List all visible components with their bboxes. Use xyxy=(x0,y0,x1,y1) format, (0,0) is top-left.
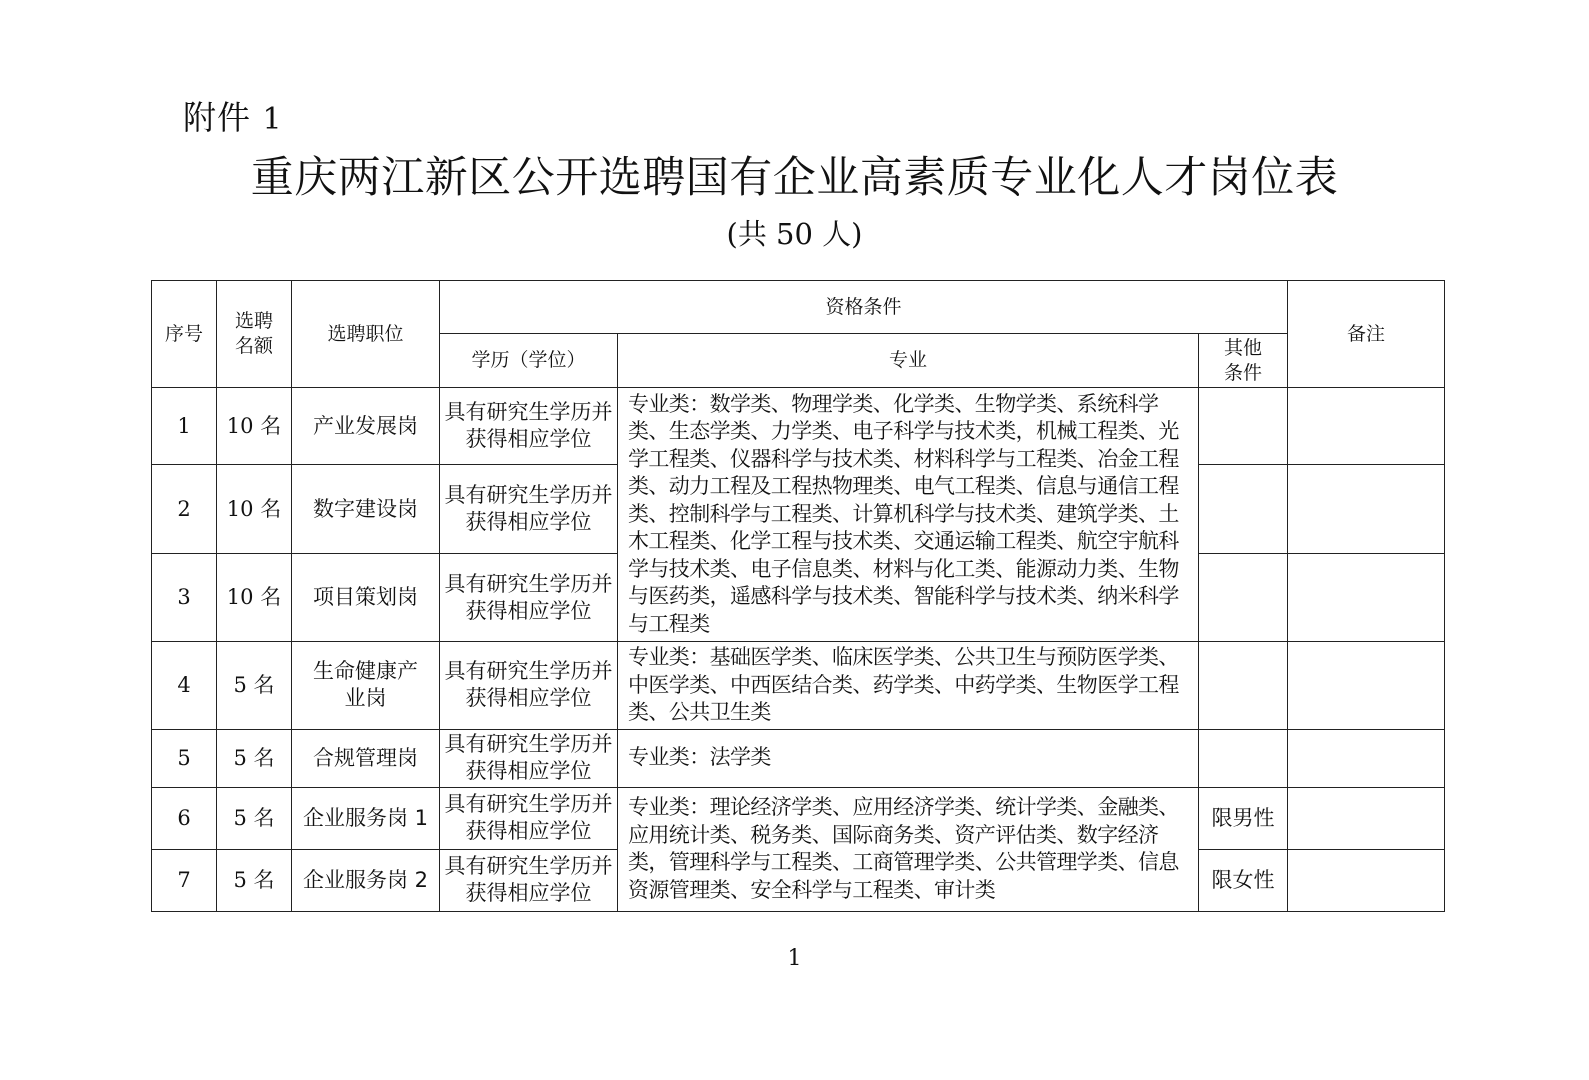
row-remarks xyxy=(1288,642,1445,730)
header-education: 学历（学位） xyxy=(440,334,618,388)
table-row xyxy=(152,388,1445,465)
attachment-text: 附件 xyxy=(183,98,251,137)
row-quota: 5 名 xyxy=(217,787,292,849)
row-education: 具有研究生学历并获得相应学位 xyxy=(440,465,618,554)
row-position: 企业服务岗 1 xyxy=(292,787,440,849)
row-position: 项目策划岗 xyxy=(292,554,440,642)
row-other xyxy=(1199,465,1288,554)
row-seq: 5 xyxy=(152,729,217,787)
page-title: 重庆两江新区公开选聘国有企业高素质专业化人才岗位表 xyxy=(250,153,1339,203)
row-remarks xyxy=(1288,465,1445,554)
major-cell-group-6-7: 专业类：理论经济学类、应用经济学类、统计学类、金融类、应用统计类、税务类、国际商务类、资产评估类、数字经济类，管理科学与工程类、工商管理学类、公共管理学类、信息资源管理类、安全科学与工程类、审计类 xyxy=(618,787,1199,911)
row-other: 限女性 xyxy=(1199,849,1288,911)
row-quota: 10 名 xyxy=(217,388,292,465)
row-position: 合规管理岗 xyxy=(292,729,440,787)
row-education: 具有研究生学历并获得相应学位 xyxy=(440,642,618,730)
row-remarks xyxy=(1288,787,1445,849)
row-seq: 1 xyxy=(152,388,217,465)
row-other xyxy=(1199,729,1288,787)
row-quota: 5 名 xyxy=(217,729,292,787)
major-cell-group-1-3: 专业类：数学类、物理学类、化学类、生物学类、系统科学类、生态学类、力学类、电子科学与技术类，机械工程类、光学工程类、仪器科学与技术类、材料科学与工程类、冶金工程类、动力工程及工程热物理类、电气工程类、信息与通信工程类、控制科学与工程类、计算机科学与技术类、建筑学类、土木工程类、化学工程与技术类、交通运输工程类、航空宇航科学与技术类、电子信息类、材料与化工类、能源动力类、生物与医药类，遥感科学与技术类、智能科学与技术类、纳米科学与工程类 xyxy=(618,388,1199,642)
page-number: 1 xyxy=(787,946,802,971)
table-row xyxy=(152,729,1445,787)
row-seq: 3 xyxy=(152,554,217,642)
table-row xyxy=(152,787,1445,849)
row-seq: 2 xyxy=(152,465,217,554)
attachment-number: 1 xyxy=(262,102,283,137)
row-education: 具有研究生学历并获得相应学位 xyxy=(440,554,618,642)
positions-table xyxy=(151,280,1445,912)
row-seq: 4 xyxy=(152,642,217,730)
header-qualifications: 资格条件 xyxy=(440,281,1288,334)
row-remarks xyxy=(1288,554,1445,642)
header-seq: 序号 xyxy=(152,281,217,388)
row-quota: 5 名 xyxy=(217,642,292,730)
row-other xyxy=(1199,388,1288,465)
row-quota: 10 名 xyxy=(217,465,292,554)
row-other xyxy=(1199,554,1288,642)
major-cell-row-4: 专业类：基础医学类、临床医学类、公共卫生与预防医学类、中医学类、中西医结合类、药学类、中药学类、生物医学工程类、公共卫生类 xyxy=(618,642,1199,730)
row-seq: 6 xyxy=(152,787,217,849)
attachment-label xyxy=(183,92,283,139)
row-education: 具有研究生学历并获得相应学位 xyxy=(440,849,618,911)
header-quota: 选聘名额 xyxy=(217,281,292,388)
row-education: 具有研究生学历并获得相应学位 xyxy=(440,388,618,465)
header-remarks: 备注 xyxy=(1288,281,1445,388)
row-position: 产业发展岗 xyxy=(292,388,440,465)
major-cell-row-5: 专业类：法学类 xyxy=(618,729,1199,787)
row-remarks xyxy=(1288,729,1445,787)
row-remarks xyxy=(1288,849,1445,911)
row-position: 企业服务岗 2 xyxy=(292,849,440,911)
row-other xyxy=(1199,642,1288,730)
row-education: 具有研究生学历并获得相应学位 xyxy=(440,787,618,849)
row-seq: 7 xyxy=(152,849,217,911)
row-remarks xyxy=(1288,388,1445,465)
table-row xyxy=(152,642,1445,730)
header-major: 专业 xyxy=(618,334,1199,388)
row-education: 具有研究生学历并获得相应学位 xyxy=(440,729,618,787)
header-other: 其他条件 xyxy=(1199,334,1288,388)
row-quota: 5 名 xyxy=(217,849,292,911)
row-position: 数字建设岗 xyxy=(292,465,440,554)
row-other: 限男性 xyxy=(1199,787,1288,849)
row-quota: 10 名 xyxy=(217,554,292,642)
page-subtitle: (共 50 人) xyxy=(726,217,863,251)
header-position: 选聘职位 xyxy=(292,281,440,388)
row-position: 生命健康产业岗 xyxy=(292,642,440,730)
